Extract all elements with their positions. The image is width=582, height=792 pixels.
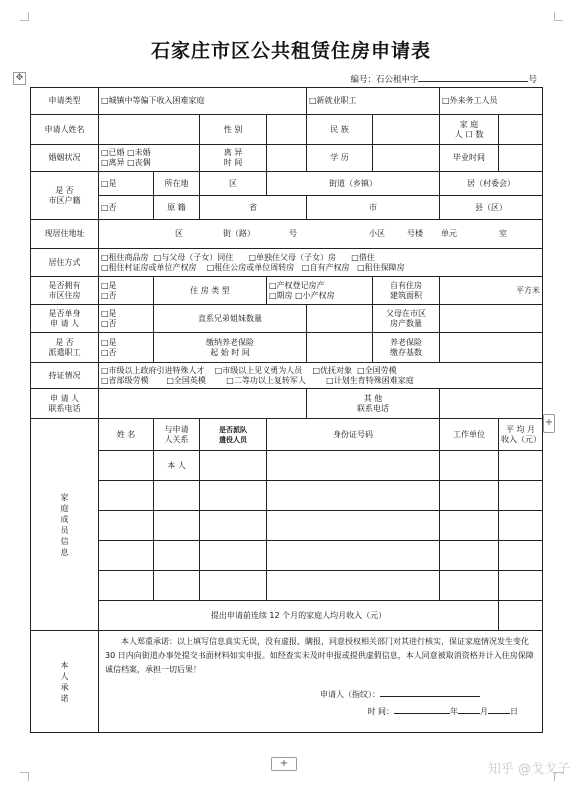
date-day: 日 <box>510 707 518 716</box>
page-title: 石家庄市区公共租赁住房申请表 <box>150 40 431 62</box>
family-cell-dispatch[interactable] <box>200 571 267 601</box>
signature-date <box>101 704 540 719</box>
living-arrangement-line1: □租住商品房 □与父母（子女）同住 □单独住父母（子女）房 □借住 <box>101 252 375 262</box>
family-cell-relation[interactable] <box>154 571 200 601</box>
education-field[interactable] <box>373 145 440 172</box>
family-row <box>31 571 543 601</box>
date-year-blank[interactable] <box>394 704 450 714</box>
family-cell-income[interactable] <box>499 571 543 601</box>
row-phone <box>31 389 543 419</box>
applicant-signature-blank[interactable] <box>380 687 480 697</box>
add-row-button[interactable]: + <box>271 757 297 771</box>
household-size-field[interactable] <box>499 115 543 145</box>
date-day-blank[interactable] <box>488 704 510 714</box>
dispatched-worker-label: 是 否 派遣职工 <box>31 333 99 363</box>
siblings-count-field[interactable] <box>307 305 373 333</box>
row-single <box>31 305 543 333</box>
family-col-id: 身份证号码 <box>267 419 440 451</box>
other-phone-field[interactable] <box>440 389 543 419</box>
row-applicant <box>31 115 543 145</box>
applicant-signature[interactable] <box>101 687 540 702</box>
family-row-self <box>31 451 543 481</box>
address-number: 号 <box>289 229 297 238</box>
family-cell-id[interactable] <box>267 511 440 541</box>
family-cell-relation[interactable] <box>154 541 200 571</box>
table-move-handle-icon[interactable]: ✥ <box>13 72 26 85</box>
declaration-side-text: 本人承诺 <box>60 660 69 703</box>
row-living-arrangement <box>31 249 543 277</box>
family-income-row <box>31 601 543 631</box>
origin-city: 市 <box>307 196 440 220</box>
family-cell-dispatch[interactable] <box>200 511 267 541</box>
family-cell-id[interactable] <box>267 451 440 481</box>
family-cell-name[interactable] <box>99 451 154 481</box>
page-corner-marker <box>20 12 29 21</box>
origin-label: 原 籍 <box>154 196 200 220</box>
family-cell-name[interactable] <box>99 511 154 541</box>
address-building: 号楼 <box>407 229 423 238</box>
family-col-work: 工作单位 <box>440 419 499 451</box>
hukou-no-checkbox[interactable]: □否 <box>99 196 154 220</box>
date-label: 时 间： <box>367 707 394 716</box>
address-unit: 单元 <box>441 229 457 238</box>
own-housing-yes-no[interactable]: □是 □否 <box>99 277 154 305</box>
applicant-phone-field[interactable] <box>99 389 307 419</box>
family-cell-relation[interactable] <box>154 481 200 511</box>
application-form-table <box>30 87 543 733</box>
row-own-housing <box>31 277 543 305</box>
origin-province: 省 <box>200 196 307 220</box>
marital-status-options[interactable]: □已婚 □未婚 □离异 □丧偶 <box>99 145 200 172</box>
family-cell-relation[interactable] <box>154 511 200 541</box>
address-label: 现居住地址 <box>31 220 99 249</box>
row-hukou-no <box>31 196 543 220</box>
own-housing-area-unit[interactable]: 平方米 <box>440 277 543 305</box>
date-year: 年 <box>450 707 458 716</box>
family-cell-income[interactable] <box>499 511 543 541</box>
serial-prefix: 编号：石公租申字 <box>350 75 419 85</box>
family-cell-work[interactable] <box>440 571 499 601</box>
ethnicity-label: 民 族 <box>307 115 373 145</box>
living-arrangement-options[interactable] <box>99 249 543 277</box>
row-certificates <box>31 363 543 389</box>
address-street: 街（路） <box>223 229 255 238</box>
row-hukou-yes <box>31 172 543 196</box>
hukou-yes-checkbox[interactable]: □是 <box>99 172 154 196</box>
single-applicant-yes-no[interactable]: □是 □否 <box>99 305 154 333</box>
divorce-time-field[interactable] <box>267 145 307 172</box>
address-room: 室 <box>499 229 507 238</box>
family-members-side-label <box>31 419 99 631</box>
family-header-row <box>31 419 543 451</box>
family-row <box>31 541 543 571</box>
declaration-side-label <box>31 631 99 733</box>
row-apply-type <box>31 88 543 115</box>
household-size-label: 家 庭 人 口 数 <box>440 115 499 145</box>
family-avg-income-field[interactable] <box>499 601 543 631</box>
family-cell-name[interactable] <box>99 571 154 601</box>
date-month-blank[interactable] <box>458 704 480 714</box>
certificates-label: 持证情况 <box>31 363 99 389</box>
serial-suffix: 号 <box>528 75 537 85</box>
declaration-text: 本人郑重承诺：以上填写信息真实无误，没有虚报、瞒报，同意授权相关部门对其进行核实，保证家庭情况发生变化 30 日内向街道办事处提交书面材料如实申报。如经查实未及时申报或提供虚假信息，本人同意被取消资格并计入住房保障诚信档案，承担一切后果！ <box>105 637 534 674</box>
other-phone-label: 其 他 联系电话 <box>307 389 440 419</box>
family-cell-work[interactable] <box>440 481 499 511</box>
applicant-name-field[interactable] <box>99 115 200 145</box>
apply-type-option-migrant[interactable]: □外来务工人员 <box>440 88 543 115</box>
housing-type-options[interactable]: □产权登记房产 □期房 □小产权房 <box>267 277 373 305</box>
family-members-side-text: 家庭成员信息 <box>60 492 69 557</box>
living-arrangement-line2: □租住村证房或单位产权房 □租住公房或单位周转房 □自有产权房 □租住保障房 <box>101 262 405 272</box>
page-corner-marker <box>554 12 563 21</box>
family-cell-self: 本 人 <box>154 451 200 481</box>
divorce-time-label: 离 异 时 间 <box>200 145 267 172</box>
declaration-cell <box>99 631 543 733</box>
row-marital <box>31 145 543 172</box>
family-cell-income[interactable] <box>499 481 543 511</box>
parents-property-field[interactable] <box>440 305 543 333</box>
family-cell-work[interactable] <box>440 451 499 481</box>
location-residence: 居（村委会） <box>440 172 543 196</box>
family-avg-income-label: 提出申请前连续 12 个月的家庭人均月收入（元） <box>99 601 499 631</box>
living-arrangement-label: 居住方式 <box>31 249 99 277</box>
address-complex: 小区 <box>369 229 385 238</box>
address-district: 区 <box>175 229 183 238</box>
family-col-dispatch: 是否派队 遣役人员 <box>200 419 267 451</box>
own-housing-area-label: 自有住房 建筑面积 <box>373 277 440 305</box>
family-row <box>31 481 543 511</box>
add-column-button[interactable]: + <box>543 414 555 433</box>
applicant-name-label: 申请人姓名 <box>31 115 99 145</box>
education-label: 学 历 <box>307 145 373 172</box>
family-cell-work[interactable] <box>440 511 499 541</box>
gender-field[interactable] <box>267 115 307 145</box>
family-cell-work[interactable] <box>440 541 499 571</box>
family-cell-dispatch[interactable] <box>200 451 267 481</box>
page-corner-marker <box>20 772 29 781</box>
hukou-label: 是 否 市区户籍 <box>31 172 99 220</box>
row-dispatch <box>31 333 543 363</box>
certificates-options[interactable] <box>99 363 543 389</box>
family-cell-name[interactable] <box>99 541 154 571</box>
housing-type-label: 住 房 类 型 <box>154 277 267 305</box>
family-row <box>31 511 543 541</box>
location-district: 区 <box>200 172 267 196</box>
applicant-phone-label: 申 请 人 联系电话 <box>31 389 99 419</box>
serial-number <box>350 72 537 85</box>
family-cell-id[interactable] <box>267 571 440 601</box>
family-col-name: 姓 名 <box>99 419 154 451</box>
watermark: 知乎 @戈戈子 <box>487 762 570 777</box>
address-field[interactable] <box>99 220 543 249</box>
family-cell-name[interactable] <box>99 481 154 511</box>
marital-status-label: 婚姻状况 <box>31 145 99 172</box>
family-cell-income[interactable] <box>499 541 543 571</box>
pension-base-field[interactable] <box>440 333 543 363</box>
siblings-count-label: 直系兄弟姐妹数量 <box>154 305 307 333</box>
apply-type-option-low-income[interactable]: □城镇中等偏下收入困难家庭 <box>99 88 307 115</box>
own-housing-label: 是否拥有 市区住房 <box>31 277 99 305</box>
serial-blank[interactable] <box>418 72 528 82</box>
graduation-time-field[interactable] <box>499 145 543 172</box>
family-cell-dispatch[interactable] <box>200 481 267 511</box>
single-applicant-label: 是否单身 申 请 人 <box>31 305 99 333</box>
location-street: 街道（乡镇） <box>267 172 440 196</box>
family-cell-income[interactable] <box>499 451 543 481</box>
graduation-time-label: 毕业时间 <box>440 145 499 172</box>
date-month: 月 <box>480 707 488 716</box>
gender-label: 性 别 <box>200 115 267 145</box>
family-cell-id[interactable] <box>267 481 440 511</box>
apply-type-label: 申请类型 <box>31 88 99 115</box>
applicant-signature-label: 申请人（指纹）： <box>320 690 380 699</box>
family-cell-dispatch[interactable] <box>200 541 267 571</box>
ethnicity-field[interactable] <box>373 115 440 145</box>
certificates-line2: □省部级劳模 □全国英模 □二等功以上复转军人 □计划生育特殊困难家庭 <box>101 375 414 385</box>
origin-county: 县（区） <box>440 196 543 220</box>
pension-start-field[interactable] <box>307 333 373 363</box>
row-address <box>31 220 543 249</box>
pension-start-label: 缴纳养老保险 起 始 时 间 <box>154 333 307 363</box>
parents-property-label: 父母在市区 房产数量 <box>373 305 440 333</box>
dispatched-worker-yes-no[interactable]: □是 □否 <box>99 333 154 363</box>
declaration-row <box>31 631 543 733</box>
family-col-income: 平 均 月 收入（元） <box>499 419 543 451</box>
certificates-line1: □市级以上政府引进特殊人才 □市级以上见义勇为人员 □优抚对象 □全国劳模 <box>101 365 397 375</box>
family-cell-id[interactable] <box>267 541 440 571</box>
pension-base-label: 养老保险 缴存基数 <box>373 333 440 363</box>
apply-type-option-new-employee[interactable]: □新就业职工 <box>307 88 440 115</box>
location-label: 所在地 <box>154 172 200 196</box>
family-col-relation: 与申请 人关系 <box>154 419 200 451</box>
